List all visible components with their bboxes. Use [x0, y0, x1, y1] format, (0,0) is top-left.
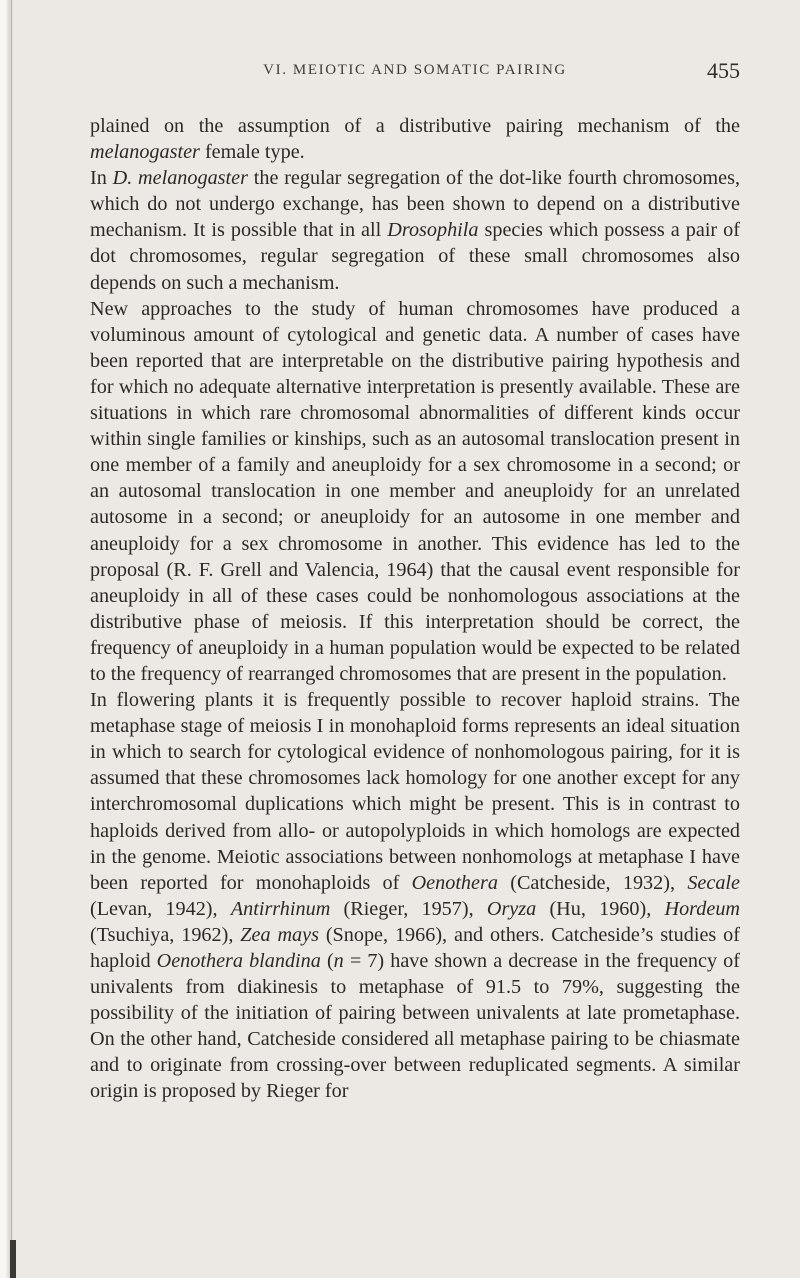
running-head-title: VI. MEIOTIC AND SOMATIC PAIRING: [263, 62, 567, 78]
paragraph: [90, 165, 740, 295]
gutter-edge-line: [11, 0, 12, 1278]
text-run: (Hu, 1960),: [536, 897, 665, 920]
text-run: In flowering plants it is frequently possible to recover haploid strains. The metaphase stage of meiosis I in monohaploid forms represents an ideal situation in which to search for cytological evidence of nonhomologous pairing, for it is assumed that these chromosomes lack homology for one another except for any interchromosomal duplications which might be present. This is in contrast to haploids derived from allo- or autopolyploids in which homologs are expected in the genome. Meiotic associations between nonhomologs at metaphase I have been reported for monohaploids of: [90, 689, 740, 894]
paragraph: [90, 113, 740, 165]
body-text: [90, 113, 740, 1105]
text-run: In: [90, 167, 113, 190]
paragraph: [90, 687, 740, 1105]
text-run: New approaches to the study of human chromosomes have produced a voluminous amount of cytological and genetic data. A number of cases have been reported that are interpretable on the distributive pairing hypothesis and for which no adequate alternative interpretation is presently available. These are situations in which rare chromosomal abnormalities of different kinds occur within single families or kinships, such as an autosomal translocation present in one member of a family and aneuploidy for a sex chromosome in a second; or an autosomal translocation in one member and aneuploidy for an unrelated autosome in a second; or aneuploidy for an autosome in one member and aneuploidy for a sex chromosome in another. This evidence has led to the proposal (R. F. Grell and Valencia, 1964) that the causal event responsible for aneuploidy in all of these cases could be nonhomologous associations at the distributive phase of meiosis. If this interpretation should be correct, the frequency of aneuploidy in a human population would be expected to be related to the frequency of rearranged chromosomes that are present in the population.: [90, 297, 740, 685]
scan-edge-mark: [10, 1240, 16, 1278]
italic-text: Oenothera: [411, 871, 498, 894]
italic-text: Oenothera blandina: [156, 950, 321, 972]
paragraph: [90, 296, 740, 687]
italic-text: Secale: [687, 871, 740, 894]
text-run: (Levan, 1942),: [90, 897, 231, 920]
text-run: the regular segregation of the dot-like fourth chromosomes, which do not undergo exchange, has been shown to depend on a distributive mechanism. It is possible that in all: [90, 167, 740, 242]
running-head: [90, 58, 740, 92]
italic-text: melanogaster: [90, 141, 200, 164]
italic-text: Drosophila: [387, 219, 479, 242]
text-run: plained on the assumption of a distributive pairing mechanism of the: [90, 115, 740, 137]
text-run: (Catcheside, 1932),: [497, 871, 688, 894]
italic-text: Antirrhinum: [230, 897, 331, 920]
text-run: (Snope, 1966), and others. Catcheside’s studies of haploid: [90, 923, 740, 972]
text-run: (Rieger, 1957),: [330, 897, 487, 920]
italic-text: Hordeum: [664, 897, 741, 920]
text-run: = 7) have shown a decrease in the frequency of univalents from diakinesis to metaphase of 91.5 to 79%, suggesting the possibility of the initiation of pairing between univalents at late prometaphase. On the other hand, Catcheside considered all metaphase pairing to be chiasmate and to originate from crossing-over between reduplicated segments. A similar origin is proposed by Rieger for: [90, 950, 740, 1103]
text-run: (Tsuchiya, 1962),: [90, 923, 241, 946]
italic-text: n: [333, 950, 344, 972]
text-run: female type.: [199, 141, 305, 164]
italic-text: Zea mays: [240, 923, 319, 946]
text-run: (: [320, 950, 334, 972]
italic-text: Oryza: [486, 897, 537, 920]
text-run: species which possess a pair of dot chromosomes, regular segregation of these small chromosomes also depends on such a mechanism.: [90, 219, 740, 294]
italic-text: D. melanogaster: [112, 167, 248, 190]
page-number: 455: [707, 58, 740, 83]
